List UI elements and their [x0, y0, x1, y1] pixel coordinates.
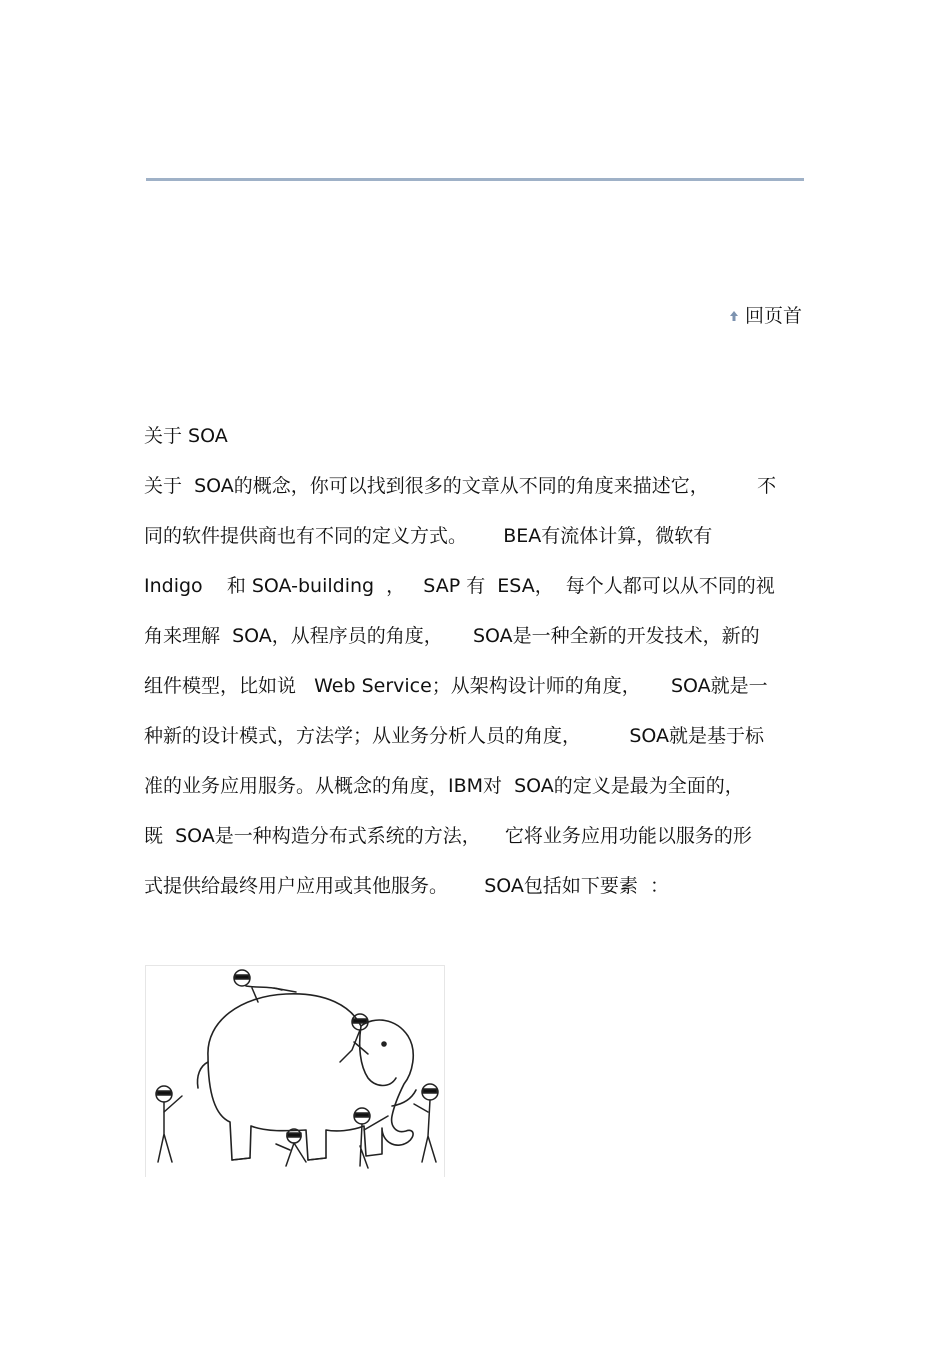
paragraph-line: 同的软件提供商也有不同的定义方式。 BEA有流体计算，微软有	[144, 525, 713, 547]
paragraph-line: 既 SOA是一种构造分布式系统的方法， 它将业务应用功能以服务的形	[144, 825, 752, 847]
paragraph-line: 关于 SOA的概念，你可以找到很多的文章从不同的角度来描述它， 不	[144, 475, 777, 497]
section-title: 关于 SOA	[144, 425, 228, 447]
paragraph-line: 种新的设计模式，方法学；从业务分析人员的角度， SOA就是基于标	[144, 725, 764, 747]
article-paragraph	[144, 472, 806, 922]
back-to-top-link[interactable]	[729, 304, 802, 328]
blind-men-elephant-icon	[146, 966, 445, 1177]
paragraph-line: 组件模型，比如说 Web Service；从架构设计师的角度， SOA就是一	[144, 675, 768, 697]
paragraph-line: Indigo 和 SOA-building ， SAP 有 ESA， 每个人都可以从不同的视	[144, 575, 775, 597]
elephant-illustration	[145, 965, 445, 1177]
arrow-up-icon	[729, 310, 739, 322]
paragraph-line: 式提供给最终用户应用或其他服务。 SOA包括如下要素 ：	[144, 875, 669, 897]
paragraph-line: 角来理解 SOA，从程序员的角度， SOA是一种全新的开发技术，新的	[144, 625, 760, 647]
back-to-top-label: 回页首	[744, 305, 802, 327]
paragraph-line: 准的业务应用服务。从概念的角度，IBM对 SOA的定义是最为全面的，	[144, 775, 744, 797]
top-divider	[146, 178, 804, 181]
